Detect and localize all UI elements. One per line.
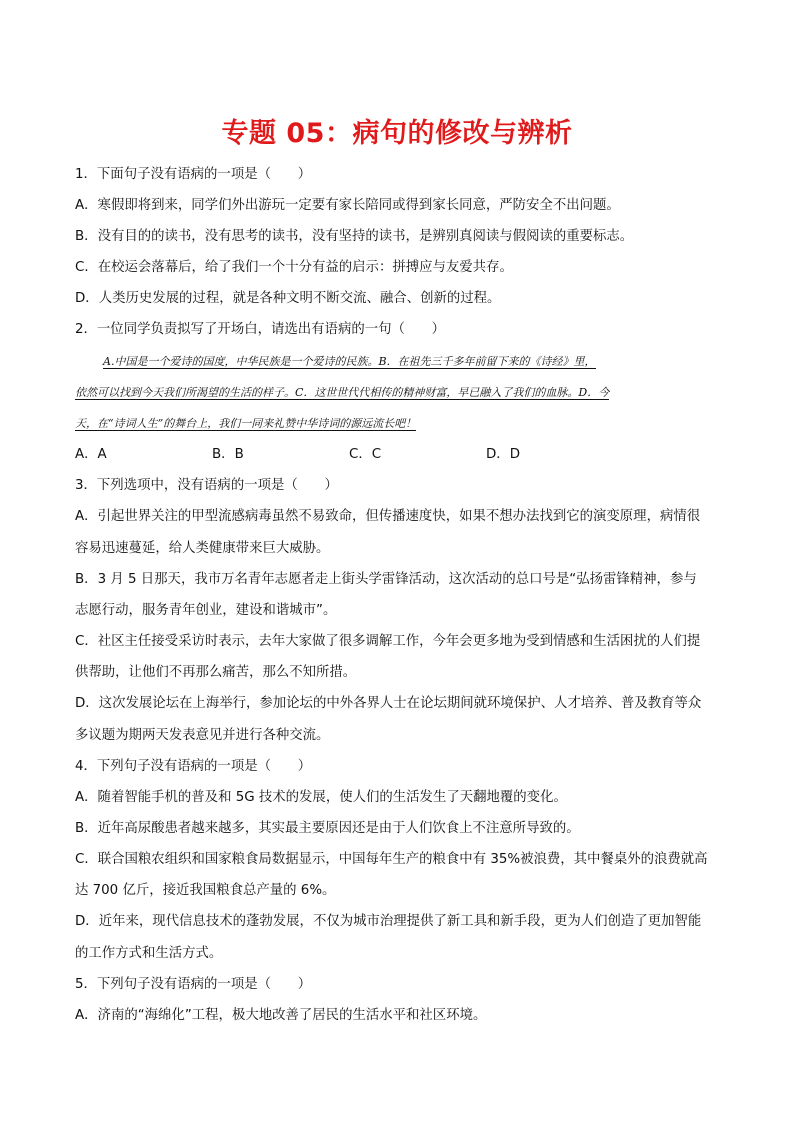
question-2-option-b: B．B [212,447,244,462]
question-2-passage-line-2: 依然可以找到今天我们所渴望的生活的样子。C．这世世代代相传的精神财富，早已融入了我们的血脉。D．今 [75,386,610,399]
question-4-option-c-line-2: 达 700 亿斤，接近我国粮食总产量的 6%。 [75,883,336,898]
question-2-option-a: A．A [75,447,107,462]
question-3-option-b-line-2: 志愿行动，服务青年创业，建设和谐城市”。 [75,603,337,618]
question-2-option-c: C．C [349,447,382,462]
question-1-option-d: D．人类历史发展的过程，就是各种文明不断交流、融合、创新的过程。 [75,291,501,306]
question-5-option-a: A．济南的“海绵化”工程，极大地改善了居民的生活水平和社区环境。 [75,1008,487,1023]
question-3-option-d-line-1: D．这次发展论坛在上海举行，参加论坛的中外各界人士在论坛期间就环境保护、人才培养、普及教育等众 [75,696,702,711]
question-4-option-d-line-1: D．近年来，现代信息技术的蓬勃发展，不仅为城市治理提供了新工具和新手段，更为人们创造了更加智能 [75,914,702,929]
question-2-passage-line-1: A.中国是一个爱诗的国度，中华民族是一个爱诗的民族。B．在祖先三千多年前留下来的《诗经》里， [103,355,596,368]
question-1-option-a: A．寒假即将到来，同学们外出游玩一定要有家长陪同或得到家长同意，严防安全不出问题。 [75,198,620,213]
question-5-stem: 5．下列句子没有语病的一项是（ ） [75,977,312,992]
question-4-stem: 4．下列句子没有语病的一项是（ ） [75,759,312,774]
page-title: 专题 05：病句的修改与辨析 [221,118,573,149]
question-1-option-b: B．没有目的的读书，没有思考的读书，没有坚持的读书，是辨别真阅读与假阅读的重要标志。 [75,229,634,244]
question-3-stem: 3．下列选项中，没有语病的一项是（ ） [75,478,338,493]
question-1-option-c: C．在校运会落幕后，给了我们一个十分有益的启示：拼搏应与友爱共存。 [75,260,513,275]
question-2-stem: 2．一位同学负责拟写了开场白，请选出有语病的一句（ ） [75,322,446,337]
question-3-option-c-line-1: C．社区主任接受采访时表示，去年大家做了很多调解工作，今年会更多地为受到情感和生活困扰的人们提 [75,634,701,649]
question-4-option-d-line-2: 的工作方式和生活方式。 [75,946,223,961]
question-4-option-b: B．近年高尿酸患者越来越多，其实最主要原因还是由于人们饮食上不注意所导致的。 [75,821,580,836]
question-3-option-b-line-1: B．3 月 5 日那天，我市万名青年志愿者走上街头学雷锋活动，这次活动的总口号是“弘扬雷锋精神，参与 [75,572,697,587]
question-1-stem: 1．下面句子没有语病的一项是（ ） [75,167,312,182]
question-2-option-d: D．D [486,447,521,462]
question-2-passage-line-3: 天，在“诗词人生”的舞台上，我们一同来礼赞中华诗词的源远流长吧！ [75,417,417,430]
question-4-option-a: A．随着智能手机的普及和 5G 技术的发展，使人们的生活发生了天翻地覆的变化。 [75,790,567,805]
question-3-option-c-line-2: 供帮助，让他们不再那么痛苦，那么不知所措。 [75,665,357,680]
question-4-option-c-line-1: C．联合国粮农组织和国家粮食局数据显示，中国每年生产的粮食中有 35%被浪费，其中餐桌外的浪费就高 [75,852,708,867]
question-3-option-a-line-1: A．引起世界关注的甲型流感病毒虽然不易致命，但传播速度快，如果不想办法找到它的演变原理，病情很 [75,509,701,524]
question-3-option-a-line-2: 容易迅速蔓延，给人类健康带来巨大威胁。 [75,541,330,556]
question-3-option-d-line-2: 多议题为期两天发表意见并进行各种交流。 [75,728,330,743]
